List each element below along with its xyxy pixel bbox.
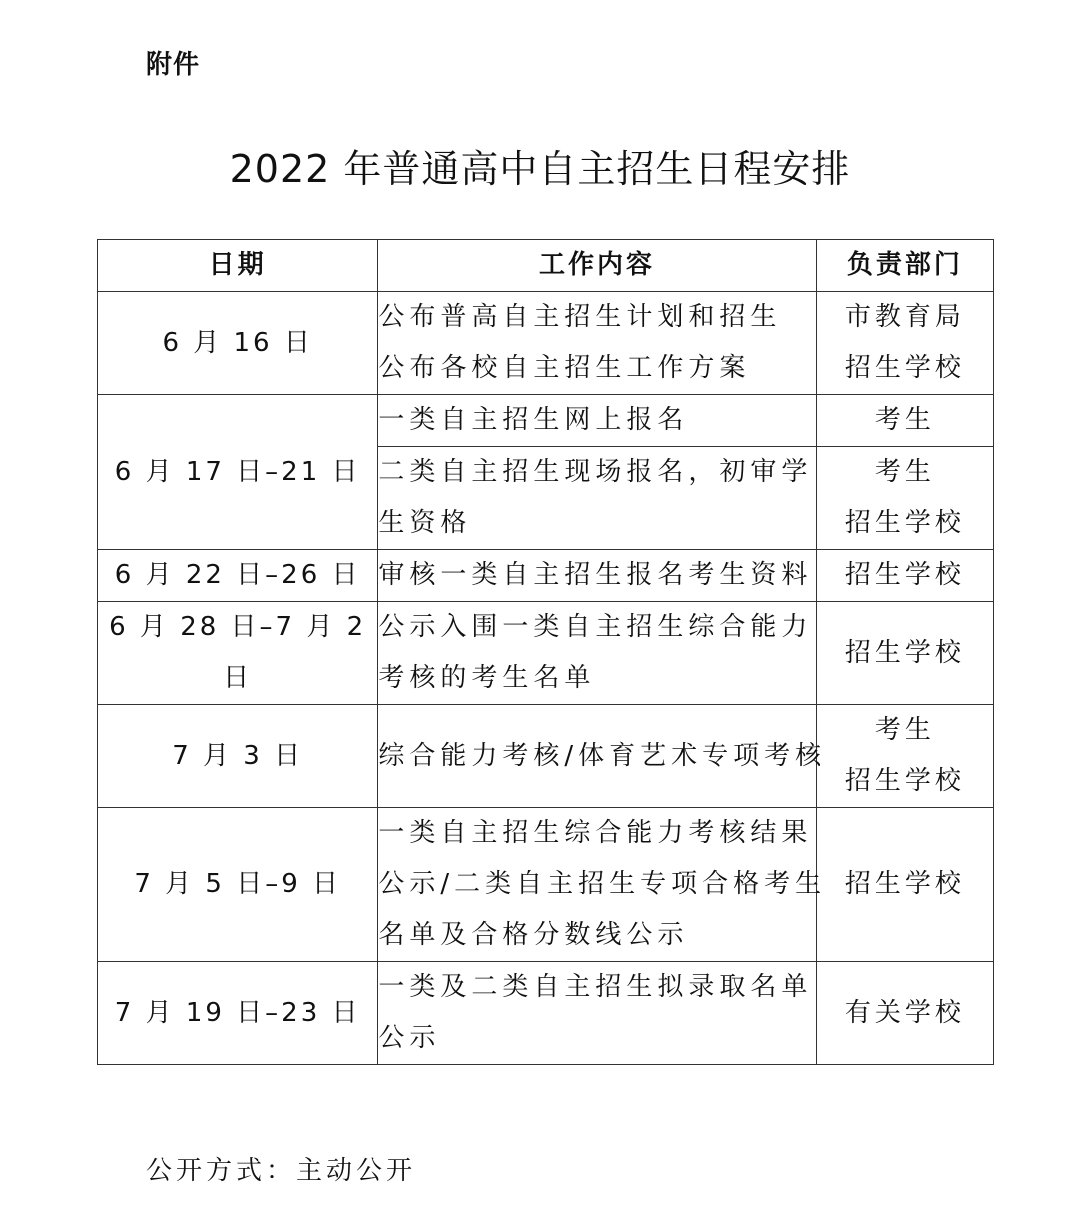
work-line: 一类及二类自主招生拟录取名单 — [378, 972, 813, 1002]
table-row — [98, 292, 994, 395]
dept-line: 考生 — [874, 715, 935, 745]
date-cell: 7 月 5 日–9 日 — [98, 808, 378, 962]
dept-cell — [816, 292, 993, 395]
work-cell — [378, 292, 816, 395]
dept-line: 招生学校 — [844, 353, 965, 383]
dept-line: 招生学校 — [844, 766, 965, 796]
work-cell — [378, 705, 827, 808]
work-line: 审核一类自主招生报名考生资料 — [378, 560, 813, 590]
dept-line: 考生 — [874, 457, 935, 487]
table-row — [98, 602, 994, 705]
dept-line: 招生学校 — [844, 869, 965, 899]
table-row — [98, 705, 994, 808]
work-line: 考核的考生名单 — [378, 663, 596, 693]
dept-line: 市教育局 — [844, 302, 965, 332]
work-line: 生资格 — [378, 508, 472, 538]
dept-line: 招生学校 — [844, 508, 965, 538]
work-line: 名单及合格分数线公示 — [378, 920, 689, 950]
date-cell: 7 月 3 日 — [98, 705, 378, 808]
work-line: 公示入围一类自主招生综合能力 — [378, 612, 813, 642]
work-line: 综合能力考核/体育艺术专项考核 — [378, 740, 827, 771]
dept-line: 有关学校 — [844, 997, 965, 1028]
work-line: 二类自主招生现场报名，初审学 — [378, 457, 813, 487]
date-cell: 6 月 22 日–26 日 — [98, 550, 378, 602]
page-title: 2022 年普通高中自主招生日程安排 — [229, 147, 851, 191]
date-cell: 6 月 16 日 — [98, 292, 378, 395]
attachment-label: 附件 — [146, 50, 201, 80]
disclosure-note: 公开方式：主动公开 — [146, 1156, 417, 1186]
work-line: 公布各校自主招生工作方案 — [378, 353, 751, 383]
dept-cell — [816, 550, 993, 602]
work-cell — [378, 808, 827, 962]
table-row — [98, 395, 994, 447]
work-line: 公布普高自主招生计划和招生 — [378, 302, 782, 332]
dept-line: 招生学校 — [844, 560, 965, 590]
date-cell: 7 月 19 日–23 日 — [98, 962, 378, 1065]
table-row — [98, 550, 994, 602]
date-cell: 6 月 17 日–21 日 — [98, 395, 378, 550]
schedule-table — [97, 239, 994, 1065]
table-row — [98, 808, 994, 962]
work-cell — [378, 550, 816, 602]
header-work: 工作内容 — [378, 240, 816, 292]
work-cell — [378, 395, 816, 447]
dept-cell — [816, 962, 993, 1065]
dept-cell — [816, 602, 993, 705]
work-line: 一类自主招生综合能力考核结果 — [378, 818, 813, 848]
dept-cell — [816, 447, 993, 550]
work-cell — [378, 447, 816, 550]
dept-cell — [816, 395, 993, 447]
date-cell: 6 月 28 日–7 月 2 日 — [98, 602, 378, 705]
work-line: 公示/二类自主招生专项合格考生 — [378, 869, 827, 899]
header-dept: 负责部门 — [816, 240, 993, 292]
work-line: 公示 — [378, 1023, 441, 1053]
table-header-row — [98, 240, 994, 292]
dept-cell — [816, 705, 993, 808]
table-row — [98, 962, 994, 1065]
header-date: 日期 — [98, 240, 378, 292]
work-cell — [378, 962, 816, 1065]
dept-cell — [816, 808, 993, 962]
work-line: 一类自主招生网上报名 — [378, 405, 689, 435]
dept-line: 招生学校 — [844, 637, 965, 668]
dept-line: 考生 — [874, 405, 935, 435]
work-cell — [378, 602, 816, 705]
